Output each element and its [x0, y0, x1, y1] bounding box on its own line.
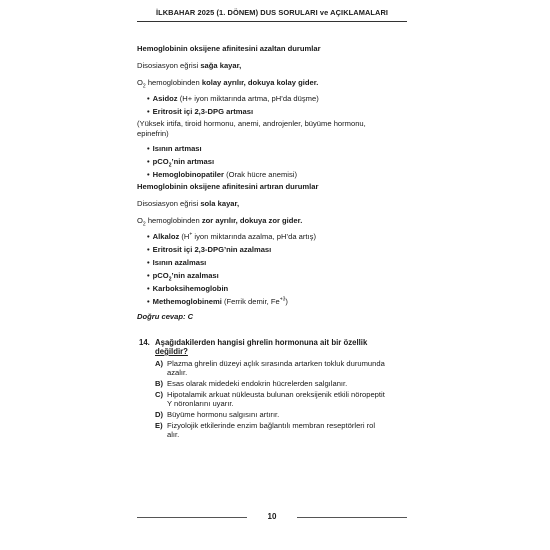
section1-note-line1: (Yüksek irtifa, tiroid hormonu, anemi, androjenler, büyüme hormonu, — [137, 119, 366, 128]
section2-bullet-isi: • Isının azalması — [147, 258, 206, 267]
option-c-text-line1: Hipotalamik arkuat nükleusta bulunan oreksijenik etkili nöropeptit — [167, 390, 385, 399]
section2-bullet-karboksi: • Karboksihemoglobin — [147, 284, 228, 293]
option-b-text-line1: Esas olarak midedeki endokrin hücrelerden salgılanır. — [167, 379, 348, 388]
section2-bullet-methemoglobin: • Methemoglobinemi (Ferrik demir, $Fe^{+3}$) — [147, 297, 288, 306]
section1-curve: Disosiasyon eğrisi sağa kayar, — [137, 61, 242, 70]
section2-curve: Disosiasyon eğrisi sola kayar, — [137, 199, 240, 208]
page-header: İLKBAHAR 2025 (1. DÖNEM) DUS SORULARI ve AÇIKLAMALARI — [155, 8, 389, 17]
footer-rule-right — [297, 517, 407, 518]
section2-bullet-pco2: • pCO$_2$’nin azalması — [147, 271, 219, 280]
option-a-letter: A) — [155, 359, 164, 368]
option-d-letter: D) — [155, 410, 164, 419]
header-rule — [137, 21, 407, 22]
section1-bullet-pco2: • pCO$_2$’nin artması — [147, 157, 214, 166]
option-b-letter: B) — [155, 379, 164, 388]
question-number: 14. — [139, 338, 150, 347]
option-c-text-line2: Y nöronlarını uyarır. — [167, 399, 234, 408]
page-number: 10 — [267, 512, 277, 521]
option-d-text-line1: Büyüme hormonu salgısını artırır. — [167, 410, 280, 419]
section1-note-line2: epinefrin) — [137, 129, 169, 138]
question-text-line1: Aşağıdakilerden hangisi ghrelin hormonuna ait bir özellik — [155, 338, 368, 347]
section1-bullet-asidoz: • Asidoz (H+ iyon miktarında artma, pH’da düşme) — [147, 94, 319, 103]
answer-line: Doğru cevap: C — [137, 312, 194, 321]
section1-bullet-hemoglobinopati: • Hemoglobinopatiler (Orak hücre anemisi) — [147, 170, 297, 179]
option-e-letter: E) — [155, 421, 163, 430]
footer-rule-left — [137, 517, 247, 518]
question-text-line2: değildir? — [155, 347, 188, 356]
section2-heading: Hemoglobinin oksijene afinitesini artıran durumlar — [137, 182, 319, 191]
section2-bullet-dpg: • Eritrosit içi 2,3-DPG’nin azalması — [147, 245, 271, 254]
section1-o2: $O_2$ hemoglobinden kolay ayrılır, dokuya kolay gider. — [137, 78, 319, 90]
option-a-text-line2: azalır. — [167, 368, 188, 377]
option-e-text-line2: alır. — [167, 430, 180, 439]
section1-bullet-isi: • Isının artması — [147, 144, 202, 153]
section2-o2: $O_2$ hemoglobinden zor ayrılır, dokuya zor gider. — [137, 216, 303, 228]
option-e-text-line1: Fizyolojik etkilerinde enzim bağlantılı membran reseptörleri rol — [167, 421, 376, 430]
option-c-letter: C) — [155, 390, 164, 399]
section1-bullet-dpg: • Eritrosit içi 2,3-DPG artması — [147, 107, 253, 116]
section1-heading: Hemoglobinin oksijene afinitesini azaltan durumlar — [137, 44, 321, 53]
option-a-text-line1: Plazma ghrelin düzeyi açlık sırasında artarken tokluk durumunda — [167, 359, 385, 368]
section2-bullet-alkaloz: • Alkaloz (H+ iyon miktarında azalma, pH’da artış) — [147, 232, 316, 241]
